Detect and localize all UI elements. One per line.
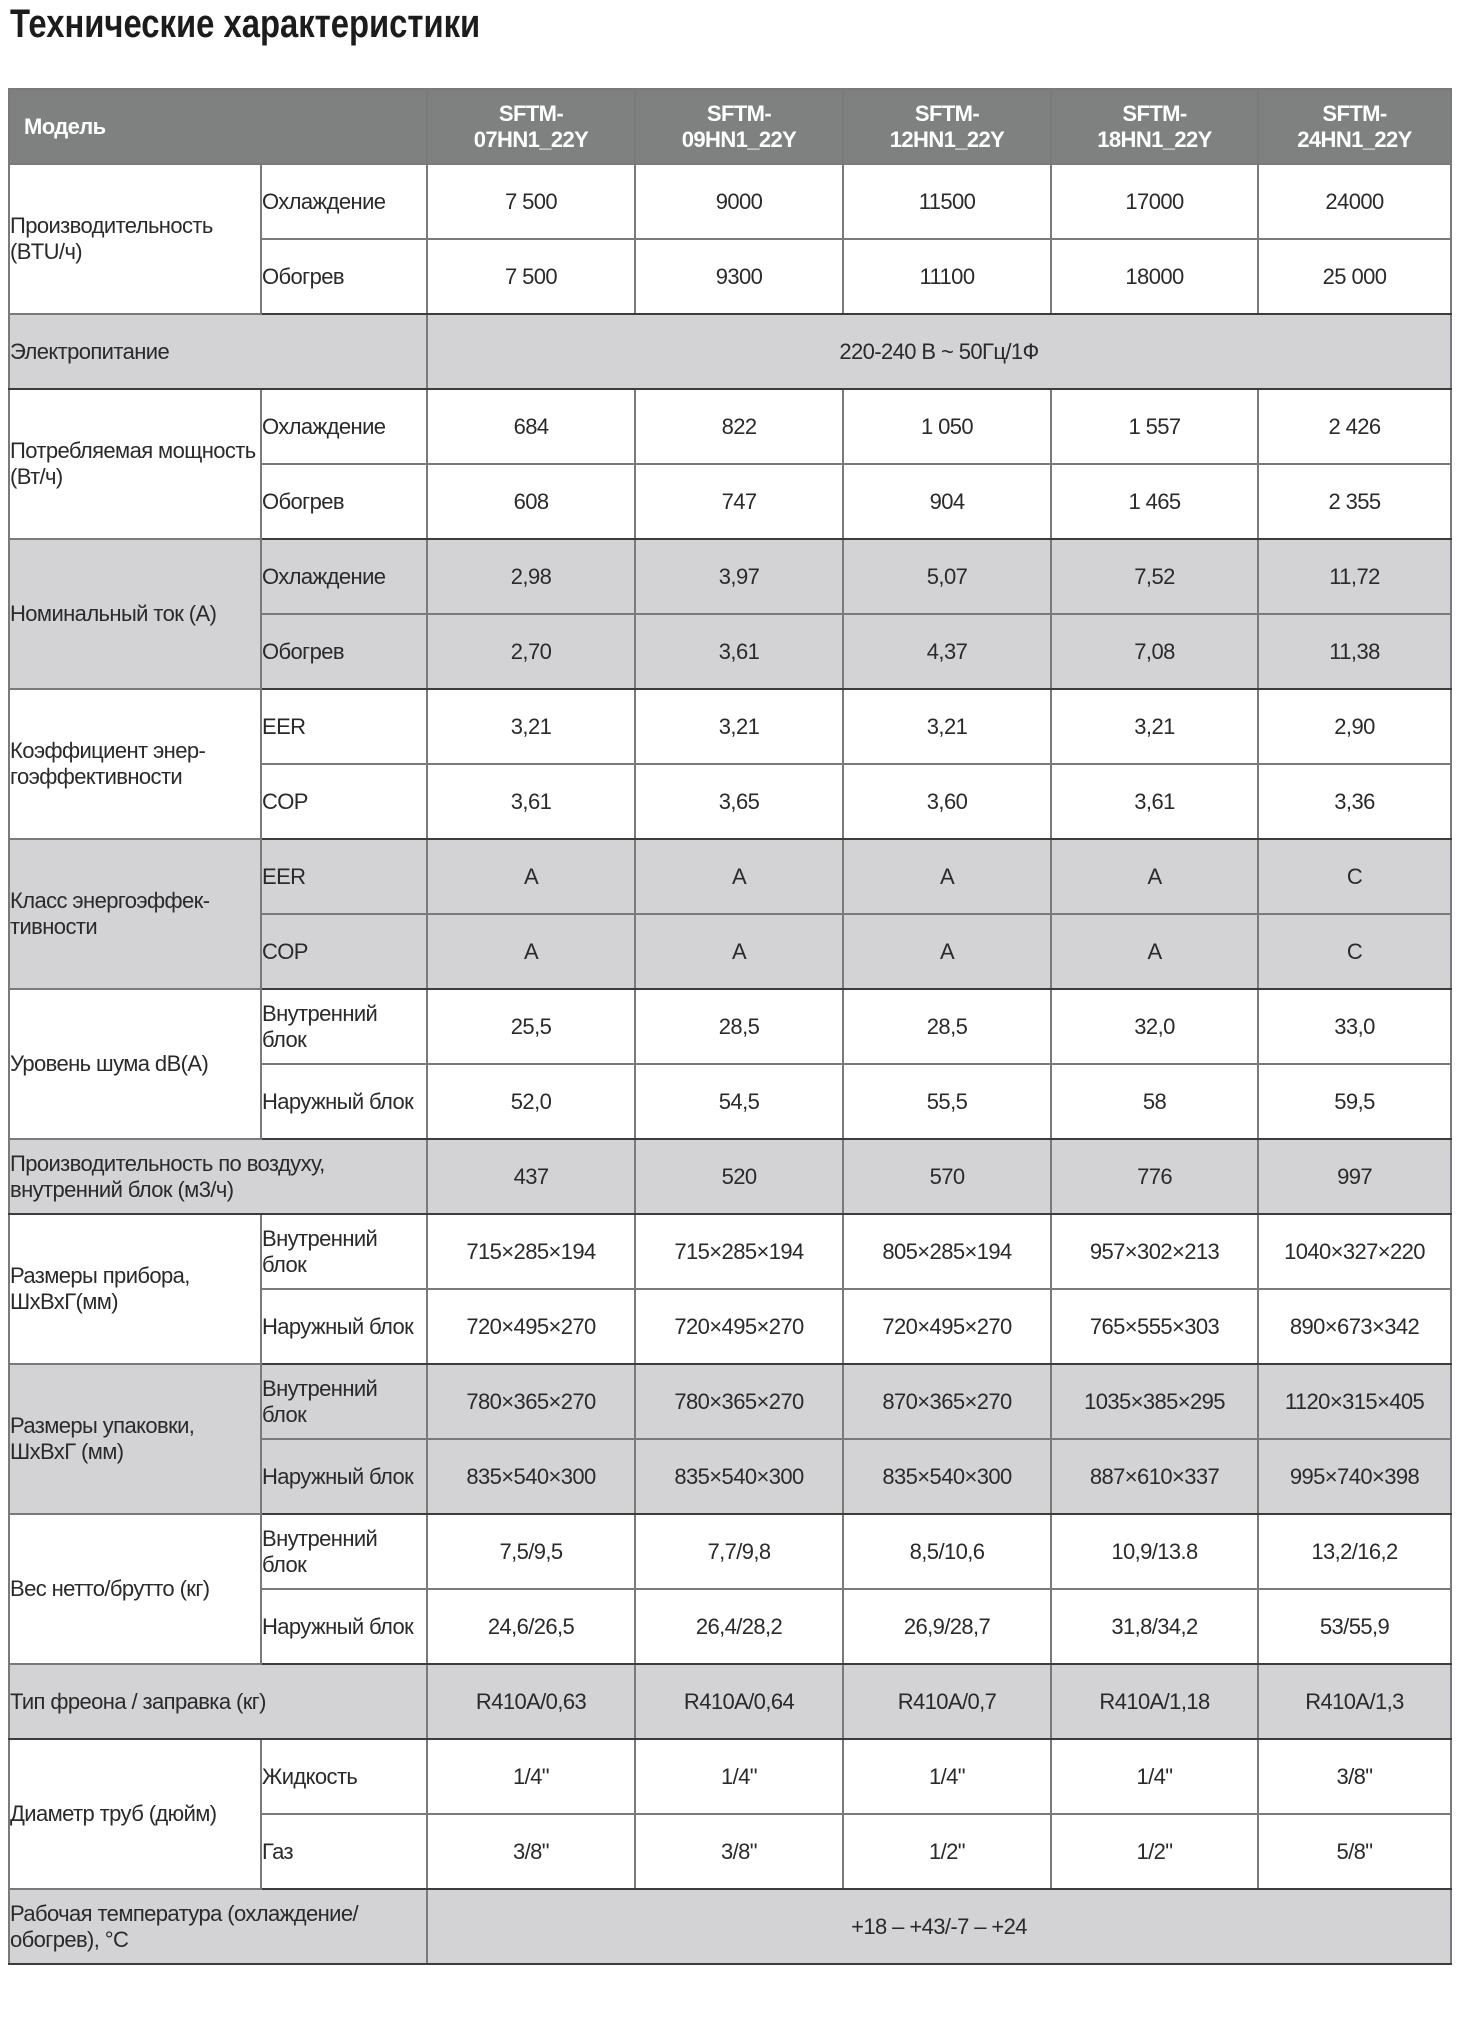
value-cell: 1/2" bbox=[1051, 1814, 1258, 1889]
value-cell: 835×540×300 bbox=[635, 1439, 843, 1514]
group-label: Производительность (BTU/ч) bbox=[9, 164, 261, 314]
value-cell: 3,61 bbox=[427, 764, 635, 839]
value-cell: 904 bbox=[843, 464, 1051, 539]
value-cell: 3,21 bbox=[427, 689, 635, 764]
value-cell: 1040×327×220 bbox=[1258, 1214, 1451, 1289]
value-cell: 776 bbox=[1051, 1139, 1258, 1214]
value-cell: 997 bbox=[1258, 1139, 1451, 1214]
value-cell: 3,61 bbox=[1051, 764, 1258, 839]
value-cell: A bbox=[635, 914, 843, 989]
value-cell: 1 050 bbox=[843, 389, 1051, 464]
table-row bbox=[9, 1139, 1451, 1214]
value-cell: 9300 bbox=[635, 239, 843, 314]
value-cell: 570 bbox=[843, 1139, 1051, 1214]
value-cell: 11,38 bbox=[1258, 614, 1451, 689]
value-cell: A bbox=[843, 914, 1051, 989]
value-cell: R410A/0,63 bbox=[427, 1664, 635, 1739]
value-cell: 608 bbox=[427, 464, 635, 539]
group-label: Диаметр труб (дюйм) bbox=[9, 1739, 261, 1889]
value-cell: 3,21 bbox=[635, 689, 843, 764]
value-cell: 1 557 bbox=[1051, 389, 1258, 464]
sub-label: COP bbox=[261, 914, 427, 989]
value-cell: 2 355 bbox=[1258, 464, 1451, 539]
sub-label: Внутренний блок bbox=[261, 1364, 427, 1439]
value-cell: 2 426 bbox=[1258, 389, 1451, 464]
value-cell: 1/2" bbox=[843, 1814, 1051, 1889]
value-cell: A bbox=[635, 839, 843, 914]
value-cell: 11,72 bbox=[1258, 539, 1451, 614]
value-cell: 684 bbox=[427, 389, 635, 464]
value-cell: 3,65 bbox=[635, 764, 843, 839]
value-cell: 58 bbox=[1051, 1064, 1258, 1139]
value-cell: 520 bbox=[635, 1139, 843, 1214]
value-cell: 32,0 bbox=[1051, 989, 1258, 1064]
table-row bbox=[9, 164, 1451, 239]
sub-label: Наружный блок bbox=[261, 1289, 427, 1364]
table-row bbox=[9, 389, 1451, 464]
value-cell: A bbox=[427, 914, 635, 989]
value-cell: 720×495×270 bbox=[635, 1289, 843, 1364]
value-cell: R410A/1,3 bbox=[1258, 1664, 1451, 1739]
value-cell: A bbox=[427, 839, 635, 914]
group-label: Рабочая температура (охлаждение/ обогрев), °С bbox=[9, 1889, 427, 1964]
value-cell: 7,52 bbox=[1051, 539, 1258, 614]
value-cell: 28,5 bbox=[843, 989, 1051, 1064]
sub-label: Охлаждение bbox=[261, 539, 427, 614]
model-series: SFTM- bbox=[498, 100, 564, 126]
value-cell: 26,4/28,2 bbox=[635, 1589, 843, 1664]
sub-label: Наружный блок bbox=[261, 1064, 427, 1139]
value-cell: 780×365×270 bbox=[635, 1364, 843, 1439]
table-row bbox=[9, 539, 1451, 614]
model-header bbox=[1051, 89, 1258, 164]
value-cell: 11100 bbox=[843, 239, 1051, 314]
sub-label: Обогрев bbox=[261, 464, 427, 539]
group-label: Размеры упаковки, ШхВхГ (мм) bbox=[9, 1364, 261, 1514]
value-cell: 31,8/34,2 bbox=[1051, 1589, 1258, 1664]
value-cell: 747 bbox=[635, 464, 843, 539]
table-row bbox=[9, 1364, 1451, 1439]
value-cell: R410A/1,18 bbox=[1051, 1664, 1258, 1739]
spec-table-body bbox=[9, 164, 1451, 1964]
value-cell: 870×365×270 bbox=[843, 1364, 1051, 1439]
sub-label: Охлаждение bbox=[261, 164, 427, 239]
value-cell: 1/4" bbox=[635, 1739, 843, 1814]
table-row bbox=[9, 1664, 1451, 1739]
table-row bbox=[9, 689, 1451, 764]
group-label: Электропитание bbox=[9, 314, 427, 389]
value-cell: 7,7/9,8 bbox=[635, 1514, 843, 1589]
group-label: Размеры прибора, ШхВхГ(мм) bbox=[9, 1214, 261, 1364]
sub-label: COP bbox=[261, 764, 427, 839]
model-header bbox=[635, 89, 843, 164]
group-label: Тип фреона / заправка (кг) bbox=[9, 1664, 427, 1739]
group-label: Уровень шума dB(A) bbox=[9, 989, 261, 1139]
model-series: SFTM- bbox=[706, 100, 772, 126]
value-cell: 957×302×213 bbox=[1051, 1214, 1258, 1289]
value-cell: A bbox=[1051, 914, 1258, 989]
value-cell: R410A/0,7 bbox=[843, 1664, 1051, 1739]
value-cell: 7,5/9,5 bbox=[427, 1514, 635, 1589]
model-series: SFTM- bbox=[1122, 100, 1187, 126]
value-cell: 33,0 bbox=[1258, 989, 1451, 1064]
model-code: 12HN1_22Y bbox=[889, 126, 1005, 152]
table-row bbox=[9, 989, 1451, 1064]
value-cell: 10,9/13.8 bbox=[1051, 1514, 1258, 1589]
group-label: Вес нетто/брутто (кг) bbox=[9, 1514, 261, 1664]
sub-label: Жидкость bbox=[261, 1739, 427, 1814]
value-cell: 3,97 bbox=[635, 539, 843, 614]
value-cell: 4,37 bbox=[843, 614, 1051, 689]
sub-label: Внутренний блок bbox=[261, 989, 427, 1064]
model-code: 09HN1_22Y bbox=[681, 126, 797, 152]
value-cell: 25,5 bbox=[427, 989, 635, 1064]
value-cell: 1120×315×405 bbox=[1258, 1364, 1451, 1439]
value-cell: 2,70 bbox=[427, 614, 635, 689]
model-header bbox=[843, 89, 1051, 164]
value-cell: 822 bbox=[635, 389, 843, 464]
model-header-label: Модель bbox=[9, 89, 427, 164]
model-code: 18HN1_22Y bbox=[1097, 126, 1212, 152]
value-cell: 715×285×194 bbox=[635, 1214, 843, 1289]
value-cell: 17000 bbox=[1051, 164, 1258, 239]
value-cell: 3,21 bbox=[843, 689, 1051, 764]
table-row bbox=[9, 1889, 1451, 1964]
value-cell: 2,98 bbox=[427, 539, 635, 614]
value-cell: 3,60 bbox=[843, 764, 1051, 839]
sub-label: Внутренний блок bbox=[261, 1214, 427, 1289]
value-cell: 835×540×300 bbox=[427, 1439, 635, 1514]
sub-label: EER bbox=[261, 839, 427, 914]
model-code: 07HN1_22Y bbox=[473, 126, 589, 152]
value-cell: 720×495×270 bbox=[427, 1289, 635, 1364]
value-cell: 1/4" bbox=[1051, 1739, 1258, 1814]
value-cell: 2,90 bbox=[1258, 689, 1451, 764]
merged-value-cell: 220-240 В ~ 50Гц/1Ф bbox=[427, 314, 1451, 389]
value-cell: 437 bbox=[427, 1139, 635, 1214]
merged-value-cell: +18 – +43/-7 – +24 bbox=[427, 1889, 1451, 1964]
group-label: Производительность по воздуху, внутренний блок (м3/ч) bbox=[9, 1139, 427, 1214]
value-cell: 765×555×303 bbox=[1051, 1289, 1258, 1364]
value-cell: C bbox=[1258, 839, 1451, 914]
sub-label: Внутренний блок bbox=[261, 1514, 427, 1589]
value-cell: R410A/0,64 bbox=[635, 1664, 843, 1739]
value-cell: 52,0 bbox=[427, 1064, 635, 1139]
value-cell: 3,36 bbox=[1258, 764, 1451, 839]
value-cell: 11500 bbox=[843, 164, 1051, 239]
value-cell: C bbox=[1258, 914, 1451, 989]
group-label: Номинальный ток (А) bbox=[9, 539, 261, 689]
value-cell: 805×285×194 bbox=[843, 1214, 1051, 1289]
value-cell: 5,07 bbox=[843, 539, 1051, 614]
sub-label: EER bbox=[261, 689, 427, 764]
table-row bbox=[9, 314, 1451, 389]
page-title: Технические характеристики bbox=[10, 2, 481, 46]
value-cell: 1/4" bbox=[427, 1739, 635, 1814]
model-code: 24HN1_22Y bbox=[1297, 126, 1412, 152]
value-cell: 59,5 bbox=[1258, 1064, 1451, 1139]
header-row bbox=[9, 89, 1451, 164]
sub-label: Наружный блок bbox=[261, 1589, 427, 1664]
value-cell: 7,08 bbox=[1051, 614, 1258, 689]
sub-label: Обогрев bbox=[261, 614, 427, 689]
value-cell: 53/55,9 bbox=[1258, 1589, 1451, 1664]
value-cell: 5/8" bbox=[1258, 1814, 1451, 1889]
value-cell: 28,5 bbox=[635, 989, 843, 1064]
value-cell: 1 465 bbox=[1051, 464, 1258, 539]
model-header bbox=[1258, 89, 1451, 164]
spec-table bbox=[8, 88, 1452, 1965]
value-cell: 18000 bbox=[1051, 239, 1258, 314]
value-cell: 7 500 bbox=[427, 239, 635, 314]
value-cell: 3/8" bbox=[427, 1814, 635, 1889]
value-cell: 24000 bbox=[1258, 164, 1451, 239]
sub-label: Обогрев bbox=[261, 239, 427, 314]
value-cell: 26,9/28,7 bbox=[843, 1589, 1051, 1664]
table-row bbox=[9, 1214, 1451, 1289]
value-cell: 720×495×270 bbox=[843, 1289, 1051, 1364]
value-cell: 835×540×300 bbox=[843, 1439, 1051, 1514]
sub-label: Охлаждение bbox=[261, 389, 427, 464]
group-label: Потребляемая мощность (Вт/ч) bbox=[9, 389, 261, 539]
value-cell: 3,61 bbox=[635, 614, 843, 689]
value-cell: 25 000 bbox=[1258, 239, 1451, 314]
table-row bbox=[9, 1739, 1451, 1814]
value-cell: 3/8" bbox=[635, 1814, 843, 1889]
model-series: SFTM- bbox=[1322, 100, 1387, 126]
value-cell: A bbox=[843, 839, 1051, 914]
sub-label: Наружный блок bbox=[261, 1439, 427, 1514]
group-label: Класс энергоэффек-тивности bbox=[9, 839, 261, 989]
table-row bbox=[9, 1514, 1451, 1589]
model-series: SFTM- bbox=[914, 100, 980, 126]
value-cell: 8,5/10,6 bbox=[843, 1514, 1051, 1589]
value-cell: 1035×385×295 bbox=[1051, 1364, 1258, 1439]
value-cell: 9000 bbox=[635, 164, 843, 239]
value-cell: 3/8" bbox=[1258, 1739, 1451, 1814]
sub-label: Газ bbox=[261, 1814, 427, 1889]
value-cell: 3,21 bbox=[1051, 689, 1258, 764]
value-cell: 1/4" bbox=[843, 1739, 1051, 1814]
value-cell: 54,5 bbox=[635, 1064, 843, 1139]
value-cell: 780×365×270 bbox=[427, 1364, 635, 1439]
group-label: Коэффициент энер-гоэффективности bbox=[9, 689, 261, 839]
table-row bbox=[9, 839, 1451, 914]
value-cell: 7 500 bbox=[427, 164, 635, 239]
value-cell: A bbox=[1051, 839, 1258, 914]
value-cell: 890×673×342 bbox=[1258, 1289, 1451, 1364]
value-cell: 887×610×337 bbox=[1051, 1439, 1258, 1514]
value-cell: 55,5 bbox=[843, 1064, 1051, 1139]
value-cell: 995×740×398 bbox=[1258, 1439, 1451, 1514]
value-cell: 13,2/16,2 bbox=[1258, 1514, 1451, 1589]
model-header bbox=[427, 89, 635, 164]
value-cell: 715×285×194 bbox=[427, 1214, 635, 1289]
value-cell: 24,6/26,5 bbox=[427, 1589, 635, 1664]
